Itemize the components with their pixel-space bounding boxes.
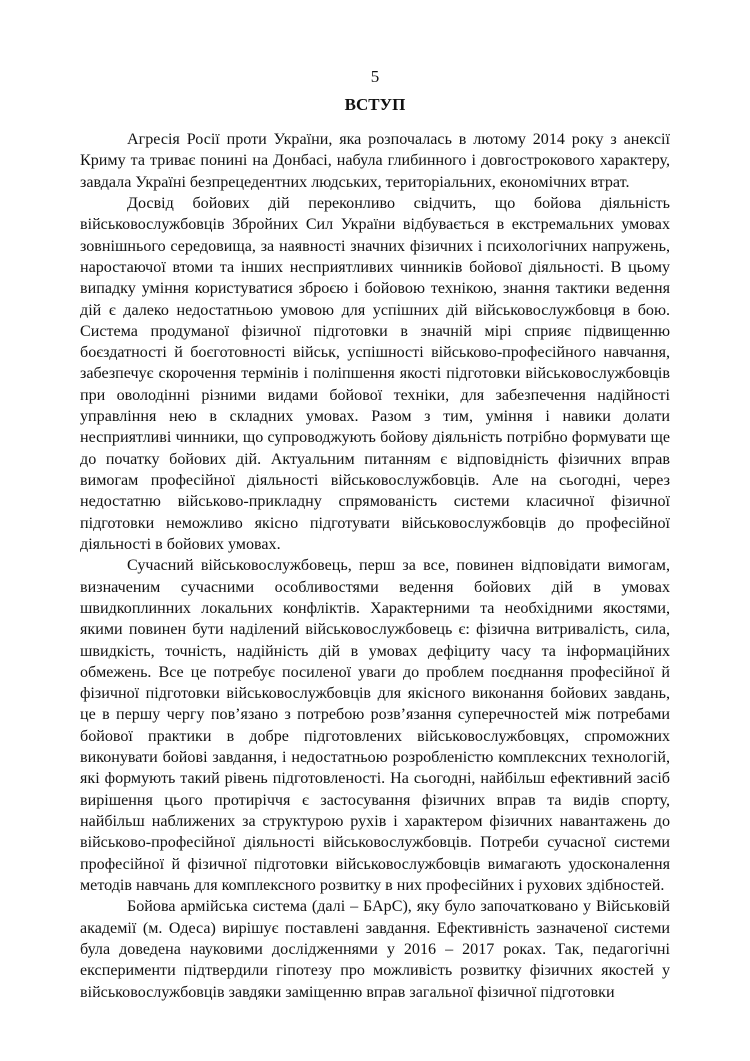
page-number: 5 [370,67,380,86]
paragraph-combat-experience: Досвід бойових дій переконливо свідчить, що бойова діяльність військовослужбовців Збройних Сил України відбувається в екстремальних умовах зовнішнього середовища, за наявності значних фізичних і психологічних напружень, наростаючої втоми та інших несприятливих чинників бойової діяльності. В цьому випадку уміння користуватися зброєю і бойовою технікою, знання тактики ведення дій є далеко недостатньою умовою для успішних дій військовослужбовця в бою. Система продуманої фізичної підготовки в значній мірі сприяє підвищенню боєздатності й боєготовності військ, успішності військово-професійного навчання, забезпечує скорочення термінів і поліпшення якості підготовки військовослужбовців при оволодінні різними видами бойової техніки, для забезпечення надійності управління нею в складних умовах. Разом з тим, уміння і навики долати несприятливі чинники, що супроводжують бойову діяльність потрібно формувати ще до початку бойових дій. Актуальним питанням є відповідність фізичних вправ вимогам професійної діяльності військовослужбовців. Але на сьогодні, через недостатню військово-прикладну спрямованість системи класичної фізичної підготовки неможливо якісно підготувати військовослужбовців до професійної діяльності в бойових умовах. [80,194,670,553]
paragraph-intro: Агресія Росії проти України, яка розпочалась в лютому 2014 року з анексії Криму та триває понині на Донбасі, набула глибинного і довгострокового характеру, завдала Україні безпрецедентних людських, територіальних, економічних втрат. [80,131,670,191]
section-heading: ВСТУП [344,95,406,114]
paragraph-bars-system: Бойова армійська система (далі – БАрС), яку було започатковано у Військовій академії (м. Одеса) вирішує поставлені завдання. Ефективність зазначеної системи була доведена науковими дослідженнями у 2016 – 2017 роках. Так, педагогічні експерименти підтвердили гіпотезу про можливість розвитку фізичних якостей у військовослужбовців завдяки заміщенню вправ загальної фізичної підготовки [80,898,670,1001]
paragraph-modern-soldier: Сучасний військовослужбовець, перш за все, повинен відповідати вимогам, визначеним сучасними особливостями ведення бойових дій в умовах швидкоплинних локальних конфліктів. Характерними та необхідними якостями, якими повинен бути наділений військовослужбовець є: фізична витривалість, сила, швидкість, точність, надійність дій в умовах дефіциту часу та інформаційних обмежень. Все це потребує посиленої уваги до проблем поєднання професійної й фізичної підготовки військовослужбовців для якісного виконання бойових завдань, це в першу чергу пов’язано з потребою розв’язання суперечностей між потребами бойової практики в добре підготовлених військовослужбовцях, спроможних виконувати бойові завдання, і недостатньою розробленістю комплексних технологій, які формують такий рівень підготовленості. На сьогодні, найбільш ефективний засіб вирішення цього протиріччя є застосування фізичних вправ та видів спорту, найбільш наближених за структурою рухів і характером фізичних навантажень до військово-професійної діяльності військовослужбовців. Потреби сучасної системи професійної й фізичної підготовки військовослужбовців вимагають удосконалення методів навчань для комплексного розвитку в них професійних і рухових здібностей. [80,557,670,894]
body-text [80,129,670,1003]
